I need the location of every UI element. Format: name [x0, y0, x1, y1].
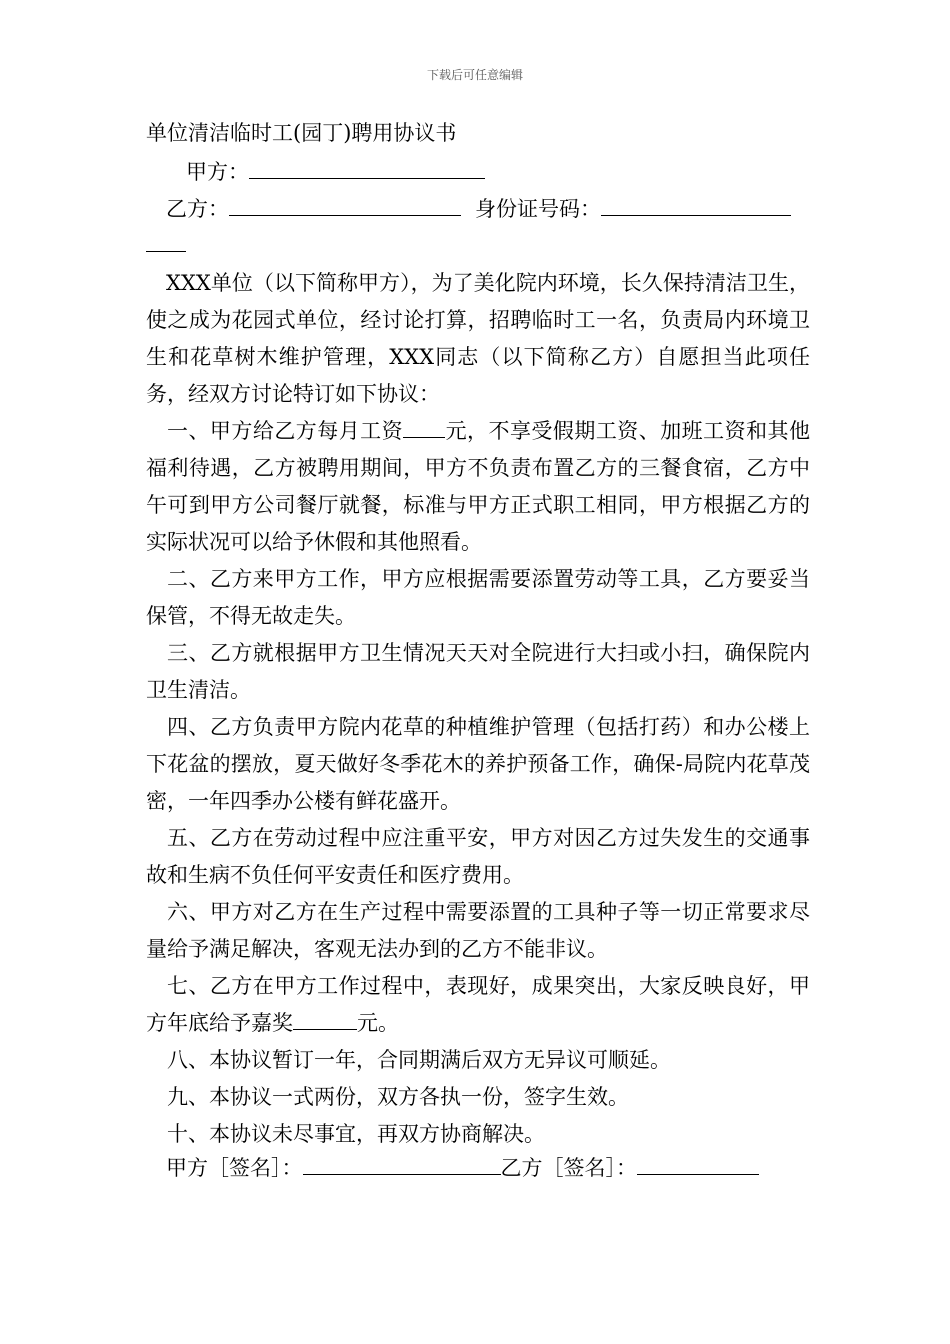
clause-2: 二、乙方来甲方工作，甲方应根据需要添置劳动等工具，乙方要妥当保管，不得无故走失。: [146, 567, 810, 628]
party-b-line: [166, 193, 791, 223]
intro-paragraph: XXX单位（以下简称甲方），为了美化院内环境，长久保持清洁卫生，使之成为花园式单位，经讨论打算，招聘临时工一名，负责局内环境卫生和花草树木维护管理，XXX同志（以下简称乙方）自愿担当此项任务，经双方讨论特订如下协议：: [146, 271, 810, 406]
clause-3: 三、乙方就根据甲方卫生情况天天对全院进行大扫或小扫，确保院内卫生清洁。: [146, 641, 810, 702]
clause-10: 十、本协议未尽事宜，再双方协商解决。: [167, 1122, 545, 1146]
clause-1-post: 元，不享受假期工资、加班工资和其他福利待遇，乙方被聘用期间，甲方不负责布置乙方的三餐食宿，乙方中午可到甲方公司餐厅就餐，标准与甲方正式职工相同，甲方根据乙方的实际状况可以给予休假和其他照看。: [146, 419, 811, 554]
clause-6: 六、甲方对乙方在生产过程中需要添置的工具种子等一切正常要求尽量给予满足解决，客观无法办到的乙方不能非议。: [146, 900, 810, 961]
monthly-wage-blank[interactable]: [403, 417, 445, 438]
party-a-line: [186, 156, 485, 186]
party-b-signature-blank[interactable]: [637, 1154, 759, 1175]
id-number-blank-cont[interactable]: [146, 231, 186, 252]
clause-7-pre: 七、乙方在甲方工作过程中，表现好，成果突出，大家反映良好，甲方年底给予嘉奖: [146, 974, 810, 1035]
document-title: 单位清洁临时工(园丁)聘用协议书: [146, 121, 457, 145]
party-b-blank[interactable]: [229, 195, 461, 216]
party-a-blank[interactable]: [249, 158, 485, 179]
party-a-signature-label: 甲方［签名］：: [166, 1156, 303, 1180]
party-a-signature-blank[interactable]: [303, 1154, 501, 1175]
party-b-signature-label: 乙方［签名］：: [500, 1156, 637, 1180]
clause-7-post: 元。: [357, 1011, 399, 1035]
clause-8: 八、本协议暂订一年，合同期满后双方无异议可顺延。: [167, 1048, 671, 1072]
clause-7: [146, 968, 810, 1042]
id-number-blank[interactable]: [601, 195, 791, 216]
clause-1: [146, 413, 810, 561]
bonus-blank[interactable]: [293, 1009, 357, 1030]
party-b-label: 乙方：: [166, 197, 229, 221]
id-number-continuation: [146, 231, 186, 257]
header-note: 下载后可任意编辑: [426, 68, 523, 82]
clause-9: 九、本协议一式两份，双方各执一份，签字生效。: [167, 1085, 629, 1109]
signature-line: [166, 1152, 759, 1182]
clause-1-pre: 一、甲方给乙方每月工资: [167, 419, 404, 443]
clause-5: 五、乙方在劳动过程中应注重平安，甲方对因乙方过失发生的交通事故和生病不负任何平安责任和医疗费用。: [146, 826, 810, 887]
party-a-label: 甲方：: [186, 160, 249, 184]
id-number-label: 身份证号码：: [475, 197, 601, 221]
clause-4: 四、乙方负责甲方院内花草的种植维护管理（包括打药）和办公楼上下花盆的摆放，夏天做好冬季花木的养护预备工作，确保-局院内花草茂密，一年四季办公楼有鲜花盛开。: [146, 715, 810, 813]
